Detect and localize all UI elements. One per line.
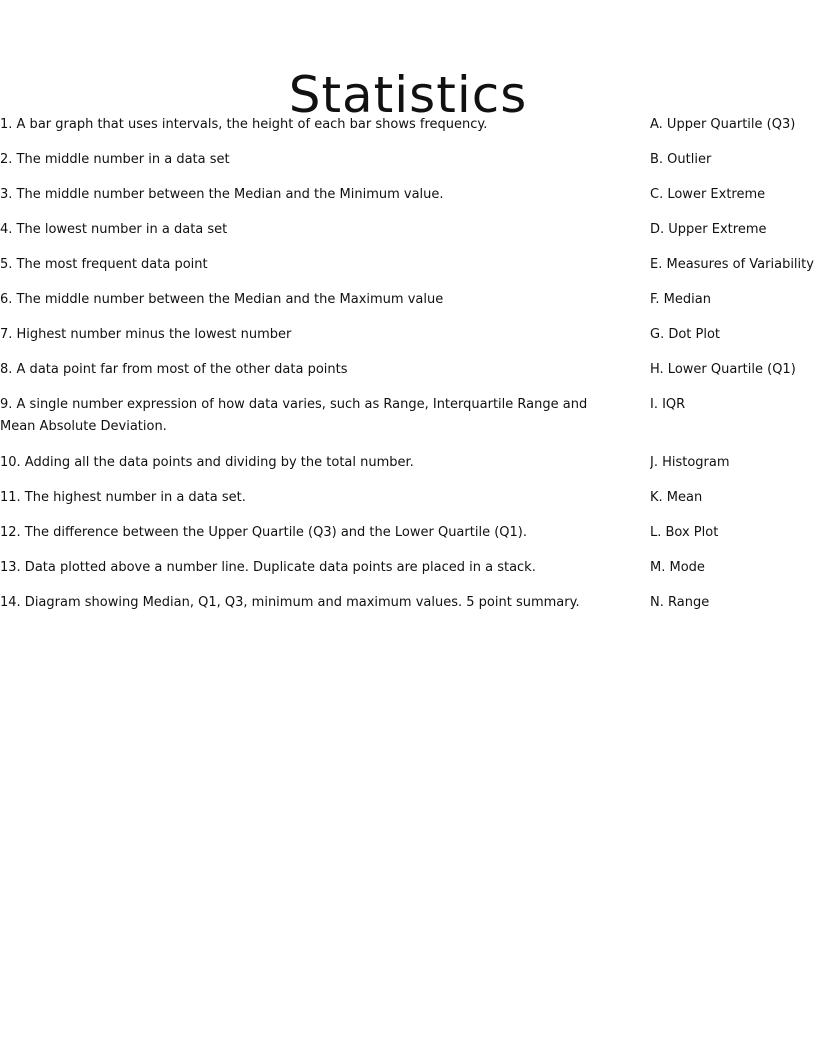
question-6: 6. The middle number between the Median and the Maximum value [0,292,444,307]
answer-j: J. Histogram [650,455,730,470]
answer-n: N. Range [650,595,710,610]
question-12: 12. The difference between the Upper Quartile (Q3) and the Lower Quartile (Q1). [0,525,527,540]
question-7: 7. Highest number minus the lowest number [0,327,292,342]
question-3: 3. The middle number between the Median and the Minimum value. [0,187,444,202]
page-title: Statistics [288,65,528,124]
answer-b: B. Outlier [650,152,712,167]
answer-l: L. Box Plot [650,525,719,540]
matching-row-10 [0,452,816,487]
answer-g: G. Dot Plot [650,327,721,342]
answer-f: F. Median [650,292,711,307]
question-14: 14. Diagram showing Median, Q1, Q3, minimum and maximum values. 5 point summary. [0,595,580,610]
answer-e: E. Measures of Variability [650,257,814,272]
matching-row-13 [0,557,816,592]
answer-k: K. Mean [650,490,703,505]
matching-row-3 [0,184,816,219]
question-2: 2. The middle number in a data set [0,152,230,167]
answer-c: C. Lower Extreme [650,187,766,202]
matching-row-9 [0,394,816,452]
matching-row-11 [0,487,816,522]
matching-row-5 [0,254,816,289]
matching-row-8 [0,359,816,394]
question-8: 8. A data point far from most of the other data points [0,362,348,377]
question-13: 13. Data plotted above a number line. Duplicate data points are placed in a stack. [0,560,536,575]
question-11: 11. The highest number in a data set. [0,490,246,505]
matching-row-7 [0,324,816,359]
question-4: 4. The lowest number in a data set [0,222,228,237]
matching-row-14 [0,592,816,627]
question-5: 5. The most frequent data point [0,257,208,272]
answer-i: I. IQR [650,397,686,412]
question-10: 10. Adding all the data points and dividing by the total number. [0,455,414,470]
answer-d: D. Upper Extreme [650,222,767,237]
question-9: 9. A single number expression of how data varies, such as Range, Interquartile Range and Mean Absolute Deviation. [0,397,588,434]
matching-row-12 [0,522,816,557]
matching-row-2 [0,149,816,184]
matching-row-4 [0,219,816,254]
matching-row-6 [0,289,816,324]
answer-m: M. Mode [650,560,705,575]
answer-h: H. Lower Quartile (Q1) [650,362,796,377]
question-1: 1. A bar graph that uses intervals, the height of each bar shows frequency. [0,117,488,132]
answer-a: A. Upper Quartile (Q3) [650,117,796,132]
matching-row-1 [0,114,816,149]
matching-list [0,114,816,627]
